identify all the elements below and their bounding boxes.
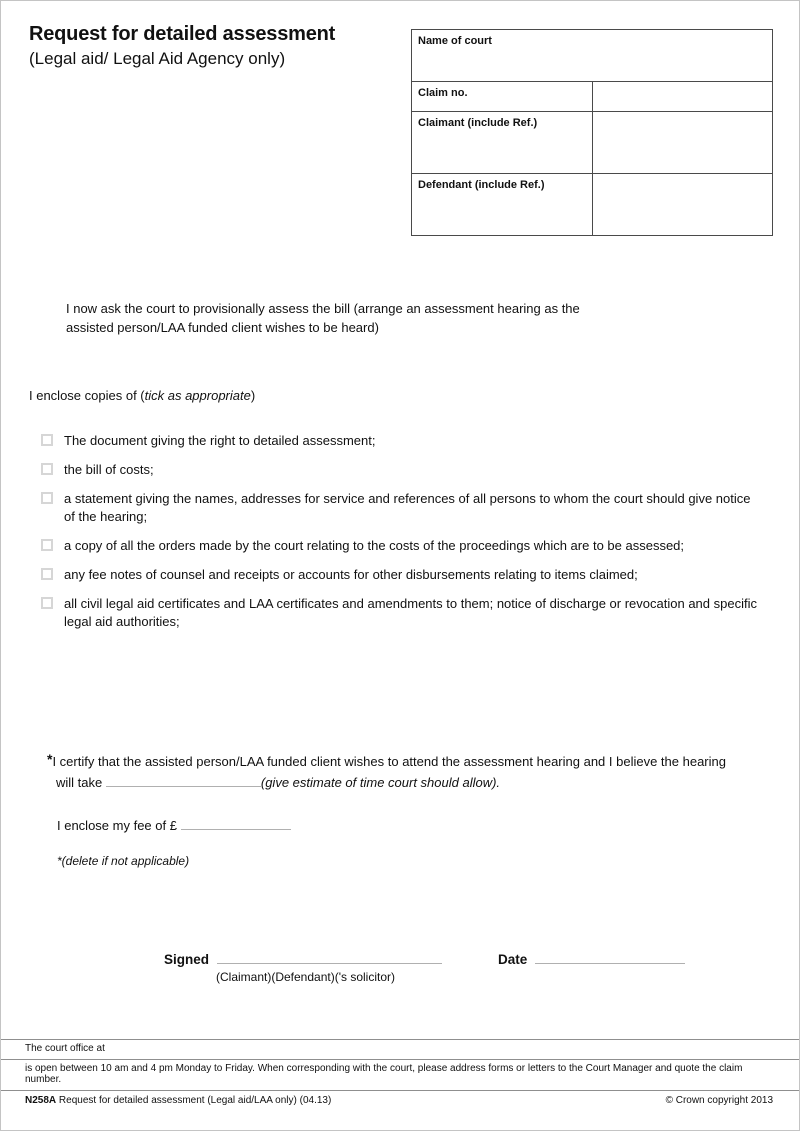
delete-note: *(delete if not applicable) — [57, 854, 190, 868]
defendant-label-cell — [412, 174, 593, 236]
defendant-value-cell[interactable] — [592, 174, 773, 236]
defendant-label: Defendant (include Ref.) — [418, 179, 545, 191]
footer-bottom-row — [1, 1091, 799, 1106]
hearing-time-field[interactable] — [106, 774, 261, 787]
signed-field[interactable] — [217, 951, 442, 964]
form-reference — [25, 1095, 331, 1106]
header — [29, 23, 399, 69]
intro-paragraph: I now ask the court to provisionally assess the bill (arrange an assessment hearing as the assisted person/LAA funded client wishes to be heard) — [66, 301, 580, 335]
claim-no-label-cell — [412, 82, 593, 112]
fee-text: I enclose my fee of £ — [57, 818, 177, 833]
checklist-item — [41, 537, 763, 555]
opening-hours-text: is open between 10 am and 4 pm Monday to Friday. When corresponding with the court, please address forms or letters to the Court Manager and quote the claim number. — [25, 1063, 743, 1085]
fee-amount-field[interactable] — [181, 817, 291, 830]
claimant-value-cell[interactable] — [592, 112, 773, 174]
checkbox-bill-of-costs[interactable] — [41, 463, 53, 475]
enclose-prefix: I enclose copies of ( — [29, 388, 145, 403]
checkbox-statement-names[interactable] — [41, 492, 53, 504]
checklist-item — [41, 595, 763, 631]
form-code: N258A — [25, 1095, 57, 1106]
signed-label: Signed — [164, 952, 210, 967]
enclose-suffix: ) — [250, 388, 256, 403]
enclosure-checklist — [41, 432, 763, 642]
checklist-item-label: any fee notes of counsel and receipts or accounts for other disbursements relating to items claimed; — [64, 567, 638, 582]
checkbox-document-right[interactable] — [41, 434, 53, 446]
fee-line — [57, 817, 291, 833]
checklist-item-label: The document giving the right to detailed assessment; — [64, 433, 376, 448]
claimant-label: Claimant (include Ref.) — [418, 117, 538, 129]
claim-no-label: Claim no. — [418, 87, 468, 99]
checkbox-legal-aid-certificates[interactable] — [41, 597, 53, 609]
checklist-item-label: a statement giving the names, addresses for service and references of all persons to whom the court should give notice of the hearing; — [64, 491, 751, 524]
checklist-item-label: the bill of costs; — [64, 462, 154, 477]
date-field[interactable] — [535, 951, 685, 964]
certify-text: I certify that the assisted person/LAA funded client wishes to attend the assessment hearing and I believe the hearing will take — [52, 754, 726, 790]
certify-asterisk: * — [47, 751, 53, 767]
signature-row — [164, 951, 685, 967]
form-title: Request for detailed assessment (Legal aid/LAA only) (04.13) — [56, 1095, 332, 1106]
page-title: Request for detailed assessment — [29, 23, 336, 45]
court-details-table — [411, 29, 773, 236]
checklist-item — [41, 432, 763, 450]
court-office-text: The court office at — [25, 1043, 105, 1054]
name-of-court-cell[interactable] — [412, 30, 773, 82]
checklist-item-label: a copy of all the orders made by the court relating to the costs of the proceedings which are to be assessed; — [64, 538, 685, 553]
claimant-label-cell — [412, 112, 593, 174]
enclose-italic: tick as appropriate — [144, 388, 251, 403]
page-subtitle: (Legal aid/ Legal Aid Agency only) — [29, 49, 286, 68]
checklist-item-label: all civil legal aid certificates and LAA certificates and amendments to them; notice of discharge or revocation and specific legal aid authorities; — [64, 596, 757, 629]
estimate-note: (give estimate of time court should allow). — [260, 775, 501, 790]
name-of-court-label: Name of court — [418, 35, 492, 47]
copyright-text: © Crown copyright 2013 — [665, 1095, 773, 1106]
checklist-item — [41, 566, 763, 584]
checklist-item — [41, 490, 763, 526]
date-label: Date — [498, 952, 528, 967]
enclose-heading — [29, 388, 255, 403]
checkbox-orders-copy[interactable] — [41, 539, 53, 551]
footer — [1, 1039, 799, 1106]
signed-sub-label: (Claimant)(Defendant)('s solicitor) — [216, 970, 396, 984]
certify-paragraph — [47, 749, 743, 793]
claim-no-value-cell[interactable] — [592, 82, 773, 112]
checkbox-fee-notes[interactable] — [41, 568, 53, 580]
checklist-item — [41, 461, 763, 479]
